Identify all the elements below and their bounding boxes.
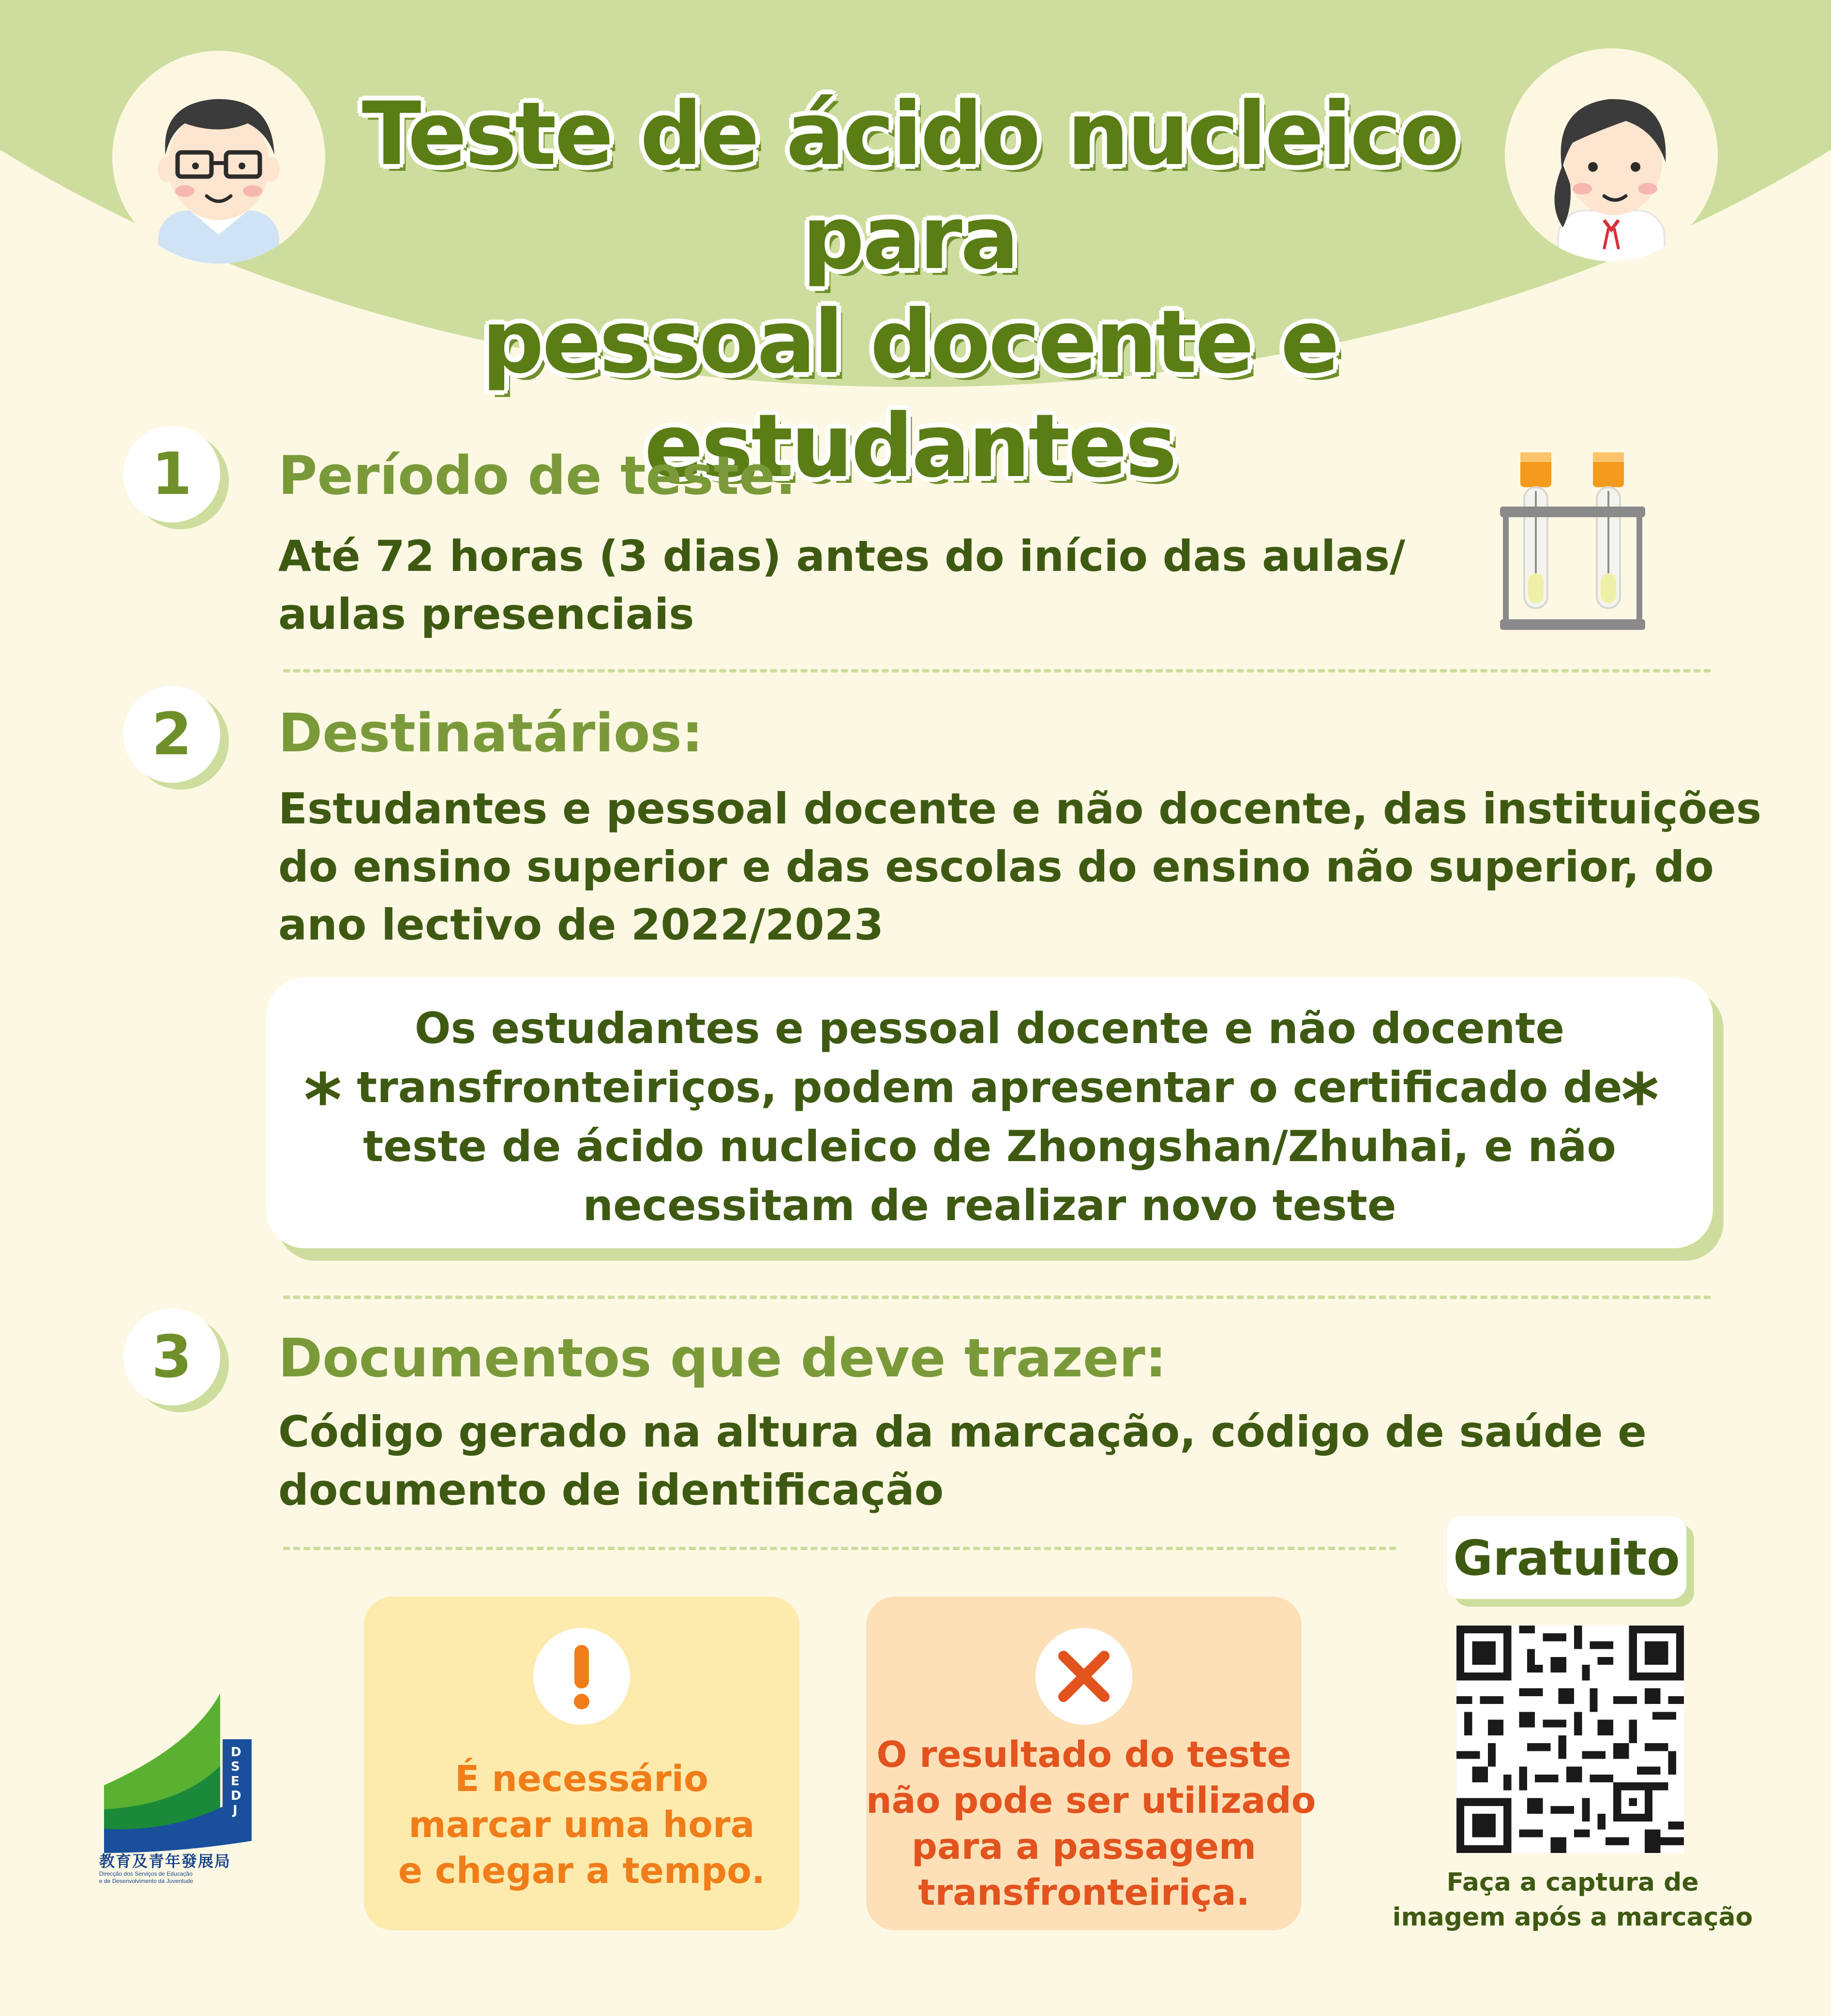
step-number-3: 3 <box>123 1309 220 1405</box>
logo-name-pt-1: Direcção dos Serviços de Educação <box>99 1870 193 1877</box>
page-title <box>290 82 1529 498</box>
section-1-line-2: aulas presenciais <box>278 589 694 639</box>
section-1-title: Período de teste: <box>278 445 796 507</box>
step-number-1: 1 <box>123 426 220 523</box>
booking-qr-code[interactable] <box>1456 1626 1684 1853</box>
not-for-border-card <box>866 1597 1316 1930</box>
asterisk-left: * <box>304 1059 342 1143</box>
section-3-body <box>278 1403 1647 1519</box>
section-3-line-1: Código gerado na altura da marcação, código de saúde e <box>278 1407 1647 1457</box>
cross-icon <box>1036 1628 1132 1725</box>
note-line-2: transfronteiriços, podem apresentar o certificado de <box>357 1062 1622 1112</box>
cross-border-note-text <box>339 999 1640 1235</box>
section-2-title: Destinatários: <box>278 702 704 764</box>
qr-caption <box>1384 1865 1761 1935</box>
section-2-line-1: Estudantes e pessoal docente e não docente, das instituições <box>278 784 1762 834</box>
step-number-2: 2 <box>123 686 220 783</box>
section-3-title: Documentos que deve trazer: <box>278 1327 1167 1389</box>
note-line-1: Os estudantes e pessoal docente e não docente <box>414 1003 1565 1053</box>
not-for-border-text <box>866 1732 1316 1916</box>
note-line-4: necessitam de realizar novo teste <box>583 1180 1396 1230</box>
card-2-line-4: transfronteiriça. <box>918 1872 1250 1913</box>
section-divider <box>283 669 1711 672</box>
logo-name-pt-2: e de Desenvolvimento da Juventude <box>99 1878 194 1884</box>
qr-caption-line-2: imagem após a marcação <box>1392 1903 1753 1932</box>
logo-acronym-letter: D <box>231 1745 241 1760</box>
test-tube-rack-icon <box>1490 448 1655 636</box>
logo-acronym-letter: J <box>233 1803 238 1818</box>
card-2-line-1: O resultado do teste <box>876 1734 1291 1776</box>
logo-acronym-letter: E <box>231 1774 240 1789</box>
section-1-body <box>278 527 1405 643</box>
asterisk-right: * <box>1621 1059 1659 1143</box>
logo-acronym-letter: D <box>231 1789 241 1803</box>
section-1-line-1: Até 72 horas (3 dias) antes do início das aulas/ <box>278 531 1406 581</box>
logo-caption <box>99 1852 264 1885</box>
section-2-line-3: ano lectivo de 2022/2023 <box>278 900 884 950</box>
exclamation-icon <box>533 1628 630 1725</box>
appointment-required-card <box>364 1597 799 1930</box>
free-badge: Gratuito <box>1447 1517 1686 1599</box>
logo-acronym-letter: S <box>231 1760 240 1774</box>
section-2-line-2: do ensino superior e das escolas do ensino não superior, do <box>278 842 1714 892</box>
qr-caption-line-1: Faça a captura de <box>1446 1868 1699 1897</box>
section-3-line-2: documento de identificação <box>278 1465 944 1515</box>
card-2-line-2: não pode ser utilizado <box>866 1780 1316 1822</box>
logo-name-cn: 教育及青年發展局 <box>99 1852 231 1870</box>
title-line-1: Teste de ácido nucleico para <box>361 84 1458 289</box>
title-line-2: pessoal docente e estudantes <box>481 292 1338 497</box>
section-divider <box>283 1547 1396 1550</box>
card-2-line-3: para a passagem <box>912 1826 1256 1867</box>
card-1-line-2: marcar uma hora <box>408 1804 755 1846</box>
note-line-3: teste de ácido nucleico de Zhongshan/Zhuhai, e não <box>363 1121 1616 1171</box>
card-1-line-3: e chegar a tempo. <box>398 1850 765 1892</box>
card-1-line-1: É necessário <box>455 1758 708 1800</box>
appointment-required-text <box>364 1756 799 1894</box>
section-2-body <box>278 780 1761 954</box>
section-divider <box>283 1296 1711 1299</box>
student-avatar-icon <box>1505 48 1718 261</box>
